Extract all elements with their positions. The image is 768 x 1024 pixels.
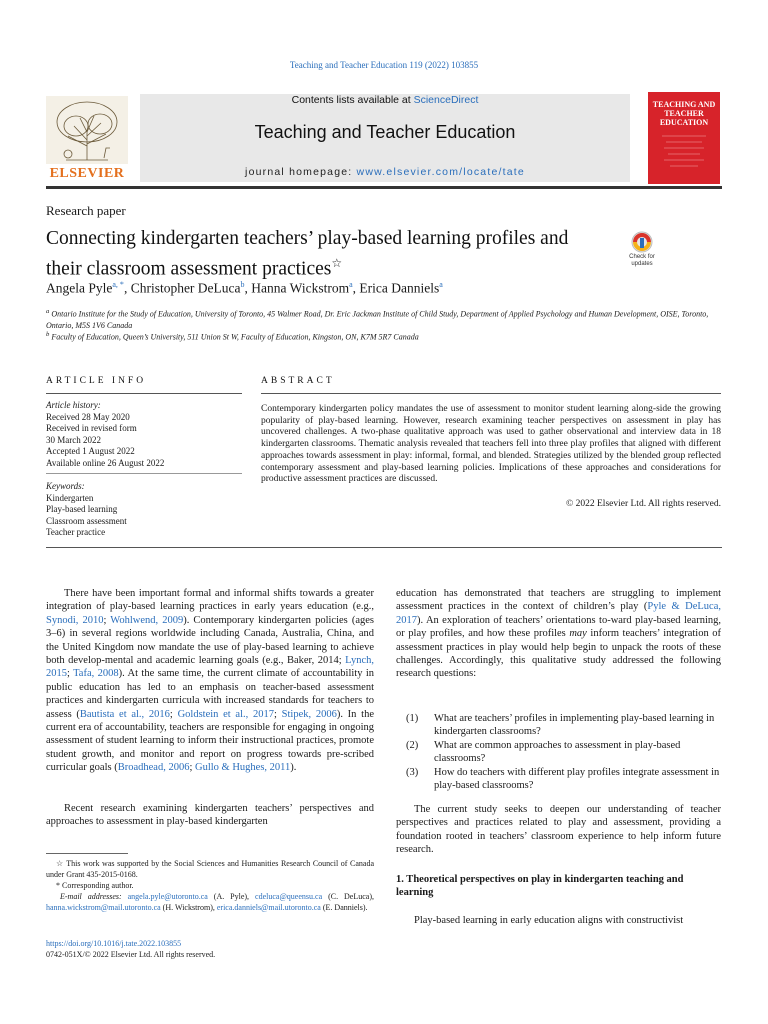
abstract-rule — [261, 393, 721, 394]
text-run: ; — [169, 708, 178, 720]
list-item — [406, 766, 721, 793]
author-sup[interactable]: a — [349, 280, 353, 289]
journal-title: Teaching and Teacher Education — [254, 122, 516, 142]
text-run: ; — [103, 614, 111, 626]
author-name: Hanna Wickstrom — [251, 280, 350, 296]
author-list: Angela Pyle$^{a, *}$, Christopher DeLuca$^b$, Hanna Wickstrom$^a$, Erica Danniels$^a$ — [46, 280, 443, 296]
history-item: Received 28 May 2020 — [46, 411, 130, 422]
keywords-label: Keywords: — [46, 481, 85, 491]
affiliation-text: Ontario Institute for the Study of Education, University of Toronto, 45 Walmer Road, Dr. Eric Jackman Institute of Child Study, Department of Applied Psychology and Human Development, OISE, Toronto, Ontario, M5S 1V6 Canada — [46, 309, 709, 330]
list-item — [406, 739, 721, 766]
emphasis-text: may — [569, 628, 587, 640]
abstract-copyright: © 2022 Elsevier Ltd. All rights reserved. — [566, 499, 721, 509]
citation-link[interactable]: Bautista et al., 2016 — [79, 708, 170, 720]
citation-link[interactable]: Pyle & DeLuca, 2017 — [396, 601, 721, 626]
history-item: Received in revised form — [46, 423, 137, 434]
journal-citation[interactable]: Teaching and Teacher Education 119 (2022) 103855 — [289, 60, 479, 70]
author-name: Angela Pyle — [46, 280, 113, 296]
issn-line: 0742-051X/© 2022 Elsevier Ltd. All rights reserved. — [46, 950, 216, 959]
title-footnote-star[interactable]: ☆ — [331, 256, 343, 270]
elsevier-wordmark: ELSEVIER — [49, 166, 125, 181]
journal-homepage — [140, 166, 630, 178]
text-run: ). At the same time, the current climate of accountability in public education has led to an emphasis on teacher-based assessment practices and kindergarten curricula with increased standards for teachers to assess ( — [46, 668, 374, 720]
citation-link[interactable]: Broadhead, 2006 — [117, 762, 190, 774]
list-item — [406, 712, 721, 739]
masthead-rule — [46, 186, 722, 189]
intro-paragraph-2: Recent research examining kindergarten teachers’ perspectives and approaches to assessment in play-based kindergarten — [46, 803, 374, 828]
footnote-rule — [46, 853, 128, 854]
text-run: ). In the current era of accountability, teachers are responsible for engaging in ongoing assessment of student learning to inform their instructional practices, promote student growth, and monitor and report on progress towards pre-scribed curricular goals ( — [46, 708, 374, 774]
citation-link[interactable]: Stipek, 2006 — [281, 708, 337, 720]
sciencedirect-link[interactable]: ScienceDirect — [413, 94, 479, 106]
text-run: ; — [189, 762, 195, 774]
email-link[interactable]: erica.danniels@mail.utoronto.ca — [216, 903, 321, 912]
intro-paragraph-4: The current study seeks to deepen our understanding of teacher perspectives and practices related to play and assessment, providing a foundation rooted in teachers’ classroom experience to help inform future research. — [396, 804, 721, 856]
affiliation-sup: b — [46, 331, 50, 338]
text-run: ). Contemporary kindergarten policies (ages 3–6) in several regions worldwide including Canada, Australia, China, and the United Kingdom now mandate the use of play-based learning to achieve both develop-mental and academic learning goals (e.g., Baker, 2014; — [46, 614, 374, 667]
author-name: Erica Danniels — [359, 280, 440, 296]
abstract-bottom-rule — [46, 547, 722, 548]
keywords-rule — [46, 473, 242, 474]
footnote-star: ☆ — [56, 859, 64, 868]
research-questions — [406, 712, 721, 792]
keyword: Kindergarten — [46, 492, 94, 503]
article-history — [46, 400, 242, 470]
intro-paragraph-3 — [396, 587, 721, 681]
contents-line — [140, 94, 630, 106]
footnote-asterisk: * — [56, 881, 60, 890]
citation-link[interactable]: Synodi, 2010 — [46, 614, 104, 626]
footnote-emails — [46, 891, 374, 913]
affiliation-text: Faculty of Education, Queen’s University, 511 Union St W, Faculty of Education, Kingston, ON, K7M 5R7 Canada — [51, 332, 419, 342]
citation-link[interactable]: Goldstein et al., 2017 — [177, 708, 274, 720]
text-run: ; — [273, 708, 282, 720]
email-link[interactable]: hanna.wickstrom@mail.utoronto.ca — [46, 903, 161, 912]
email-link[interactable]: cdeluca@queensu.ca — [255, 892, 323, 901]
article-title — [46, 227, 626, 282]
keywords — [46, 481, 242, 539]
affiliation-b — [46, 329, 722, 343]
email-owner: (H. Wickstrom), — [160, 903, 217, 912]
crossmark-label: Check for updates — [629, 254, 655, 267]
email-link[interactable]: angela.pyle@utoronto.ca — [127, 892, 208, 901]
footnote-funding — [46, 858, 374, 880]
author-sup[interactable]: a — [439, 280, 443, 289]
doi-link[interactable]: https://doi.org/10.1016/j.tate.2022.103855 — [46, 939, 182, 948]
history-item: Available online 26 August 2022 — [46, 457, 165, 468]
section-1-paragraph: Play-based learning in early education aligns with constructivist — [414, 915, 684, 926]
text-run: inform teachers’ integration of assessment practices in play would help begin to unpack the roots of these challenges. Accordingly, this qualitative study addressed the following research questions: — [396, 628, 722, 680]
question-number: (3) — [406, 766, 419, 778]
keyword: Classroom assessment — [46, 515, 127, 526]
footnote-corresponding — [46, 880, 374, 891]
footnote-corresponding-text: Corresponding author. — [62, 881, 134, 890]
homepage-prefix: journal homepage: — [245, 166, 357, 178]
intro-paragraph-1 — [46, 587, 374, 775]
text-run: ; — [67, 668, 74, 680]
author-sup[interactable]: a, * — [112, 280, 124, 289]
history-label: Article history: — [46, 400, 101, 410]
article-info-heading: ARTICLE INFO — [46, 376, 147, 386]
citation-link[interactable]: Tafa, 2008 — [73, 668, 119, 680]
email-owner: (E. Danniels). — [320, 903, 368, 912]
article-type: Research paper — [46, 203, 126, 218]
abstract-text: Contemporary kindergarten policy mandates the use of assessment to monitor student learning along-side the growing popularity of play-based learning. However, research examining teacher perspectives on assessment in play has uncovered challenges. A two-phase qualitative approach was used to gather observational and interview data in 18 kindergarten classrooms. Thematic analysis revealed that teachers fell into three play profiles that aligned with different approaches towards assessment in play: informal, formal, and blended. Strategies utilized by the blended group reflected contemporary assessment and play-based learning policies. Implications of these approaches and considerations for productive assessment practices are discussed. — [261, 404, 721, 485]
affiliation-sup: a — [46, 308, 50, 315]
author-name: Christopher DeLuca — [130, 280, 241, 296]
author-sup[interactable]: b — [240, 280, 245, 289]
keyword: Play-based learning — [46, 504, 118, 515]
title-line-2: their classroom assessment practices — [46, 258, 332, 280]
section-1-heading: 1. Theoretical perspectives on play in kindergarten teaching and learning — [396, 874, 684, 899]
email-label: E-mail addresses: — [60, 892, 128, 901]
question-number: (1) — [406, 713, 419, 724]
keyword: Teacher practice — [46, 527, 106, 538]
email-owner: (A. Pyle), — [207, 892, 256, 901]
cover-decoration — [656, 132, 712, 178]
email-owner: (C. DeLuca), — [322, 892, 375, 901]
citation-link[interactable]: Lynch, 2015 — [46, 655, 374, 680]
footnotes — [46, 858, 374, 913]
info-rule — [46, 393, 242, 394]
text-run: There have been important formal and informal shifts towards a greater integration of play-based learning practices in early years education (e.g., — [46, 588, 374, 613]
affiliation-a — [46, 306, 722, 331]
contents-prefix: Contents lists available at — [291, 94, 414, 106]
cover-title: TEACHING AND TEACHER EDUCATION — [652, 100, 716, 127]
citation-link[interactable]: Wohlwend, 2009 — [110, 614, 184, 626]
title-line-1: Connecting kindergarten teachers’ play-based learning profiles and — [46, 228, 569, 249]
homepage-link[interactable]: www.elsevier.com/locate/tate — [356, 166, 525, 178]
history-item: Accepted 1 August 2022 — [46, 446, 135, 457]
footer-identifiers — [46, 938, 374, 960]
question-text: How do teachers with different play profiles integrate assessment in play-based classrooms? — [434, 766, 720, 792]
question-text: What are common approaches to assessment in play-based classrooms? — [434, 739, 681, 765]
text-run: education has demonstrated that teachers are struggling to implement assessment practices in the context of children’s play ( — [396, 588, 721, 613]
abstract-heading: ABSTRACT — [261, 376, 335, 386]
footnote-funding-text: This work was supported by the Social Sciences and Humanities Research Council of Canada under Grant 435-2015-0168. — [46, 859, 375, 879]
text-run: ). An exploration of teachers’ orientations to-ward play-based learning, or play profiles, and how these profiles — [396, 614, 721, 640]
question-number: (2) — [406, 739, 419, 751]
question-text: What are teachers’ profiles in implementing play-based learning in kindergarten classrooms? — [434, 713, 715, 738]
text-run: ). — [290, 762, 297, 774]
history-item: 30 March 2022 — [46, 434, 101, 445]
citation-link[interactable]: Gullo & Hughes, 2011 — [195, 762, 291, 774]
